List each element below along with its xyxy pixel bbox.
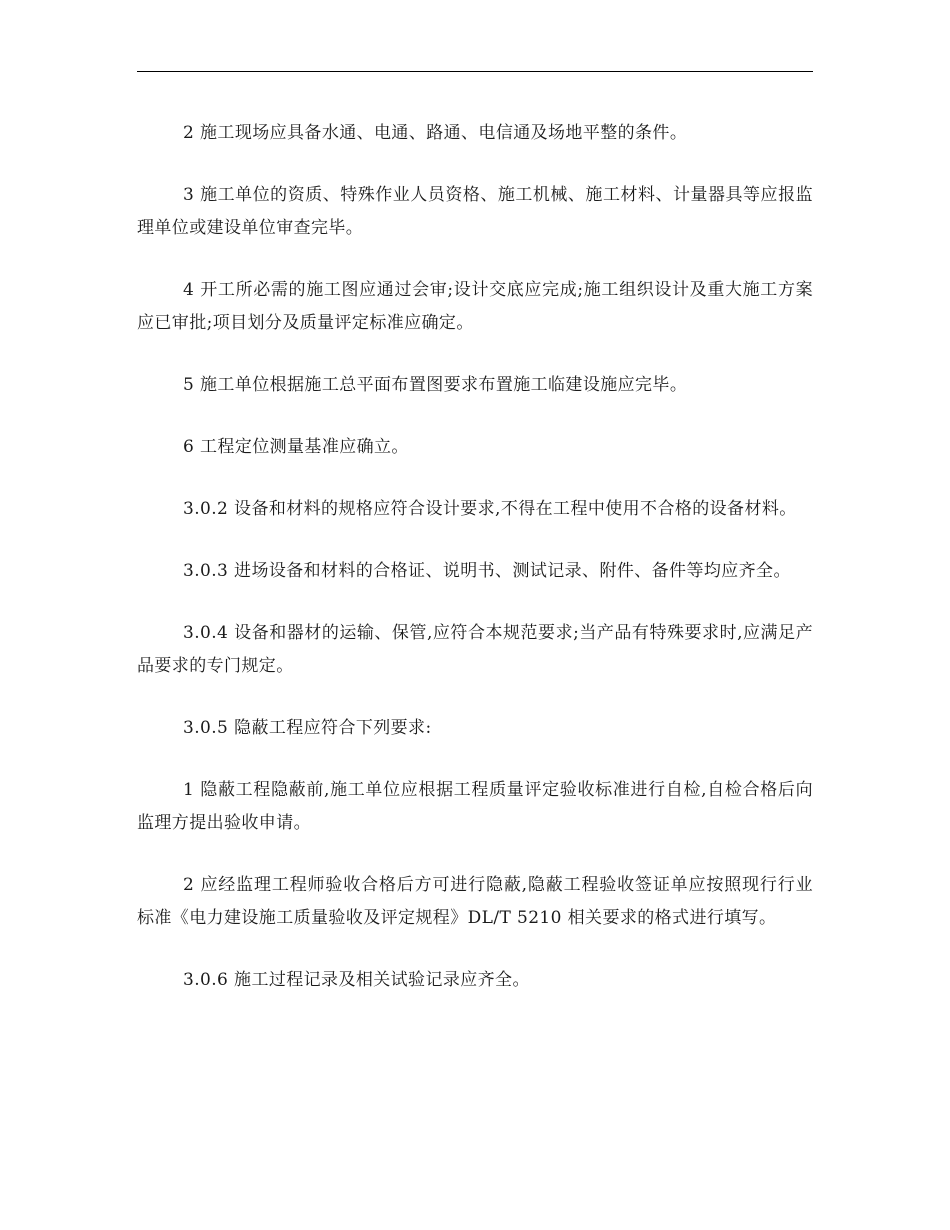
paragraph-clause-3-0-3: 3.0.3 进场设备和材料的合格证、说明书、测试记录、附件、备件等均应齐全。 [183, 561, 791, 581]
paragraph-survey-datum: 6 工程定位测量基准应确立。 [183, 437, 409, 457]
paragraph-clause-3-0-4: 3.0.4 设备和器材的运输、保管,应符合本规范要求;当产品有特殊要求时,应满足产品要求的专门规定。 [137, 623, 813, 676]
paragraph-clause-3-0-6: 3.0.6 施工过程记录及相关试验记录应齐全。 [183, 970, 530, 990]
header-rule [137, 71, 813, 72]
paragraph-qualification-review: 3 施工单位的资质、特殊作业人员资格、施工机械、施工材料、计量器具等应报监理单位或建设单位审查完毕。 [137, 185, 813, 238]
paragraph-self-inspection: 1 隐蔽工程隐蔽前,施工单位应根据工程质量评定验收标准进行自检,自检合格后向监理方提出验收申请。 [137, 780, 813, 833]
paragraph-drawing-review: 4 开工所必需的施工图应通过会审;设计交底应完成;施工组织设计及重大施工方案应已审批;项目划分及质量评定标准应确定。 [137, 280, 813, 333]
paragraph-clause-3-0-5: 3.0.5 隐蔽工程应符合下列要求: [183, 718, 432, 738]
paragraph-site-conditions: 2 施工现场应具备水通、电通、路通、电信通及场地平整的条件。 [183, 123, 688, 143]
document-body [137, 117, 813, 1026]
paragraph-clause-3-0-2: 3.0.2 设备和材料的规格应符合设计要求,不得在工程中使用不合格的设备材料。 [183, 499, 797, 519]
paragraph-temporary-facilities: 5 施工单位根据施工总平面布置图要求布置施工临建设施应完毕。 [183, 375, 688, 395]
paragraph-supervisor-acceptance: 2 应经监理工程师验收合格后方可进行隐蔽,隐蔽工程验收签证单应按照现行行业标准《电力建设施工质量验收及评定规程》DL/T 5210 相关要求的格式进行填写。 [137, 875, 813, 928]
